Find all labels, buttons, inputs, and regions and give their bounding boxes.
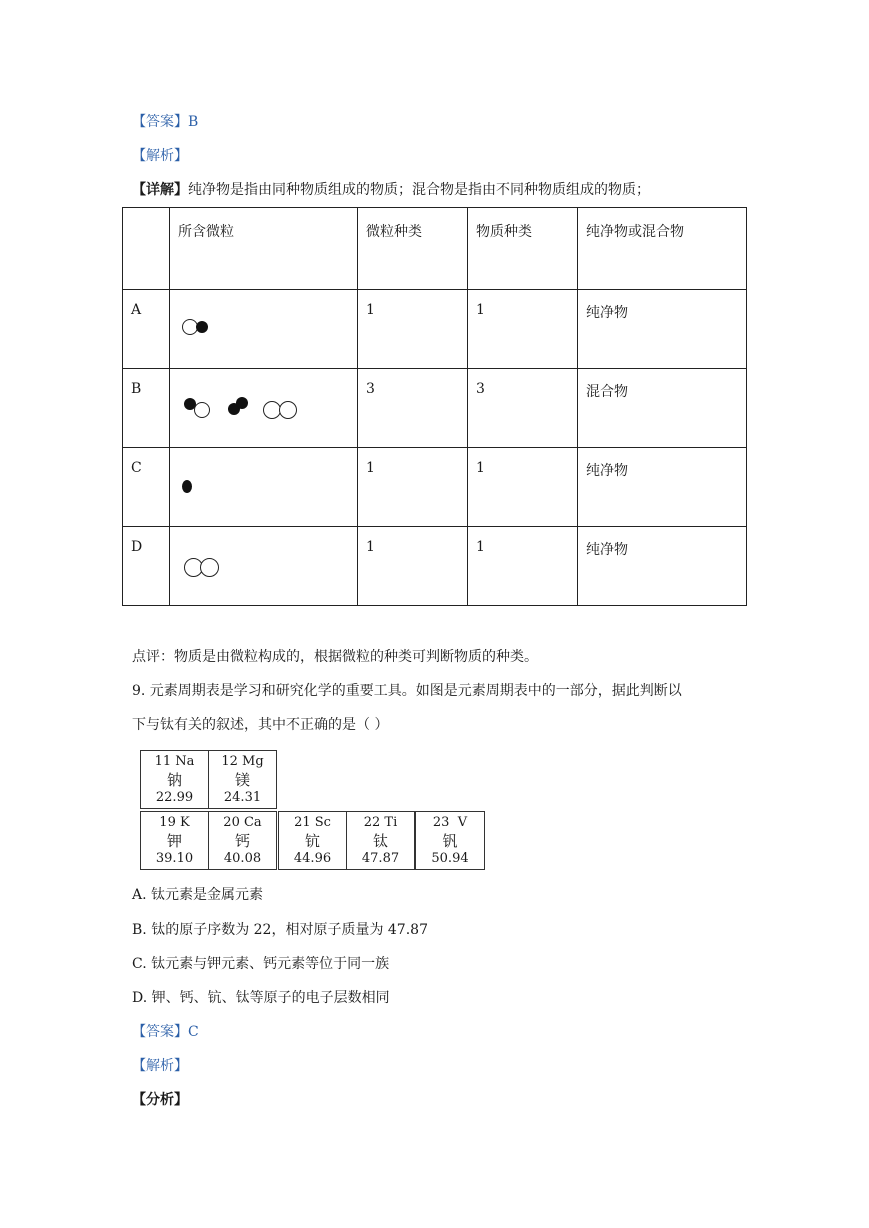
table-cell: 1 bbox=[358, 290, 468, 369]
atom-icon bbox=[182, 480, 196, 496]
row-label: D bbox=[123, 527, 170, 606]
particle-table bbox=[122, 207, 747, 606]
detail-text: 纯净物是指由同种物质组成的物质；混合物是指由不同种物质组成的物质； bbox=[188, 182, 650, 198]
comment-text: 点评：物质是由微粒构成的，根据微粒的种类可判断物质的种类。 bbox=[132, 649, 538, 665]
table-cell: 纯净物 bbox=[578, 448, 747, 527]
analysis-label-2: 【解析】 bbox=[132, 1058, 188, 1074]
table-header-row bbox=[123, 208, 747, 290]
option-a: A. 钛元素是金属元素 bbox=[132, 887, 264, 903]
table-cell: 1 bbox=[358, 527, 468, 606]
molecule-icon bbox=[182, 318, 216, 336]
particle-cell bbox=[170, 369, 358, 448]
table-row bbox=[123, 448, 747, 527]
answer-label-1: 【答案】B bbox=[132, 114, 199, 130]
element-cell: 12 Mg 镁 24.31 bbox=[208, 750, 277, 809]
row-label: C bbox=[123, 448, 170, 527]
table-cell: 1 bbox=[468, 290, 578, 369]
table-row bbox=[123, 290, 747, 369]
table-cell: 1 bbox=[358, 448, 468, 527]
element-cell: 19 K 钾 39.10 bbox=[140, 811, 209, 870]
molecule-icon bbox=[263, 397, 303, 419]
particle-cell bbox=[170, 290, 358, 369]
header-cell: 所含微粒 bbox=[170, 208, 358, 290]
table-cell: 纯净物 bbox=[578, 527, 747, 606]
question-line-2: 下与钛有关的叙述，其中不正确的是（ ） bbox=[132, 717, 389, 733]
row-label: A bbox=[123, 290, 170, 369]
table-cell: 1 bbox=[468, 448, 578, 527]
element-cell: 11 Na 钠 22.99 bbox=[140, 750, 209, 809]
detail-label: 【详解】 bbox=[132, 182, 188, 198]
table-cell: 1 bbox=[468, 527, 578, 606]
molecule-icon bbox=[184, 397, 218, 419]
molecule-icon bbox=[228, 397, 254, 419]
element-cell: 23 V 钒 50.94 bbox=[415, 811, 485, 870]
header-cell: 微粒种类 bbox=[358, 208, 468, 290]
element-cell: 20 Ca 钙 40.08 bbox=[208, 811, 277, 870]
element-cell: 21 Sc 钪 44.96 bbox=[278, 811, 347, 870]
table-row bbox=[123, 527, 747, 606]
table-cell: 纯净物 bbox=[578, 290, 747, 369]
molecule-icon bbox=[184, 557, 224, 579]
particle-cell bbox=[170, 527, 358, 606]
option-d: D. 钾、钙、钪、钛等原子的电子层数相同 bbox=[132, 990, 390, 1006]
header-cell: 纯净物或混合物 bbox=[578, 208, 747, 290]
option-c: C. 钛元素与钾元素、钙元素等位于同一族 bbox=[132, 956, 390, 972]
question-line-1: 9. 元素周期表是学习和研究化学的重要工具。如图是元素周期表中的一部分，据此判断以 bbox=[132, 683, 682, 699]
header-cell: 物质种类 bbox=[468, 208, 578, 290]
answer-label-2: 【答案】C bbox=[132, 1024, 199, 1040]
row-label: B bbox=[123, 369, 170, 448]
table-cell: 3 bbox=[468, 369, 578, 448]
analysis-label-1: 【解析】 bbox=[132, 148, 188, 164]
detail-line bbox=[132, 180, 650, 200]
table-cell: 混合物 bbox=[578, 369, 747, 448]
particle-cell bbox=[170, 448, 358, 527]
element-cell: 22 Ti 钛 47.87 bbox=[346, 811, 415, 870]
table-cell: 3 bbox=[358, 369, 468, 448]
header-cell bbox=[123, 208, 170, 290]
fenxi-label: 【分析】 bbox=[132, 1092, 188, 1108]
option-b: B. 钛的原子序数为 22，相对原子质量为 47.87 bbox=[132, 922, 428, 938]
table-row bbox=[123, 369, 747, 448]
